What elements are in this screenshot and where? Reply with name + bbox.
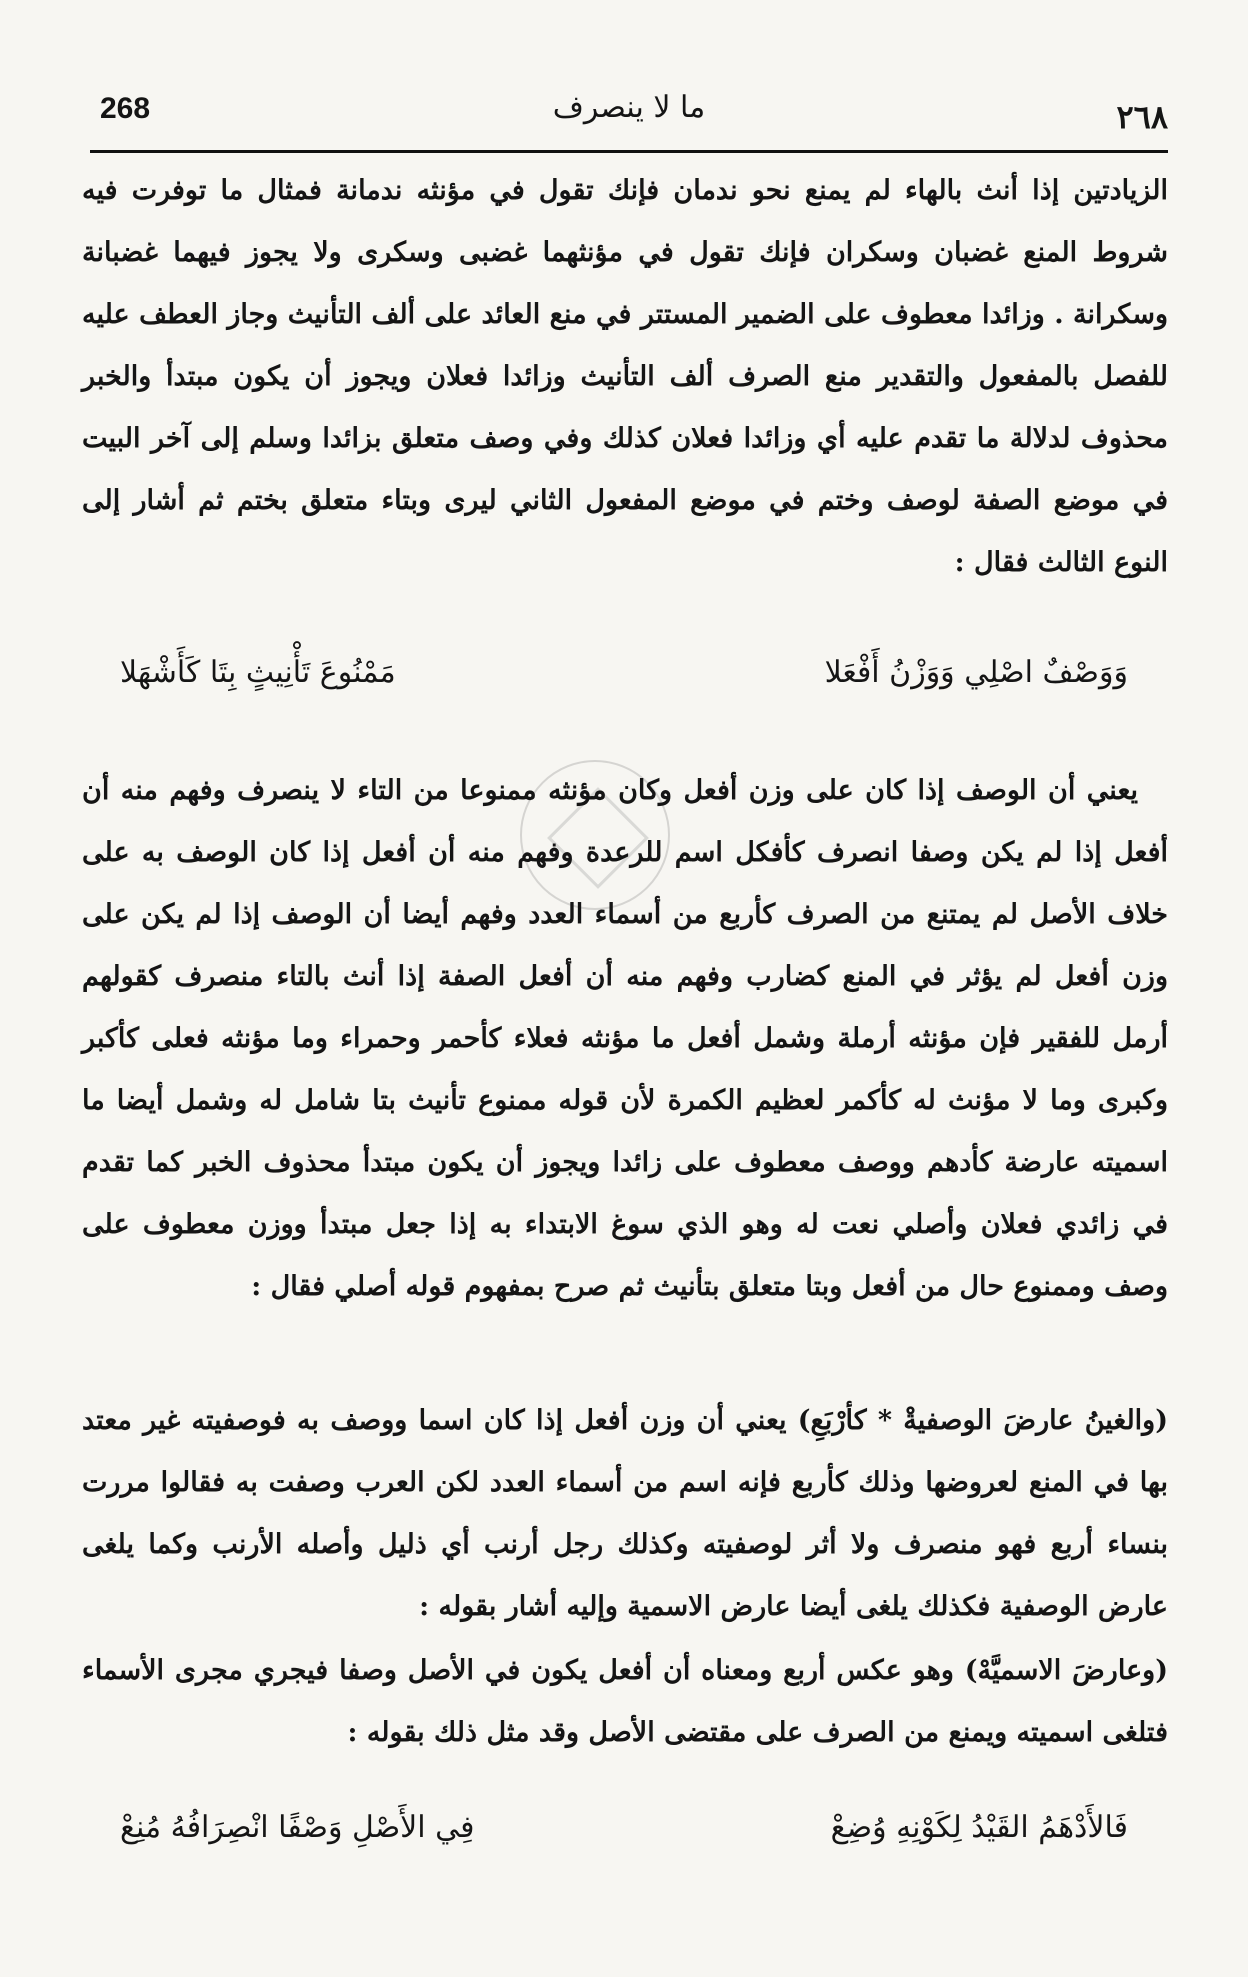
verse-2-second-hemistich: فِي الأَصْلِ وَصْفًا انْصِرَافُهُ مُنِعْ — [120, 1810, 475, 1845]
verse-1-first-hemistich: وَوَصْفٌ اصْلِي وَوَزْنُ أَفْعَلا — [824, 655, 1128, 690]
paragraph-text: (وعارضَ الاسميَّهْ) وهو عكس أربع ومعناه أن أفعل يكون في الأصل وصفا فيجري مجرى الأسماء فتلغى اسميته ويمنع من الصرف على مقتضى الأصل وقد مثل ذلك بقوله : — [82, 1655, 1168, 1748]
paragraph-text: يعني أن الوصف إذا كان على وزن أفعل وكان مؤنثه ممنوعا من التاء لا ينصرف وفهم منه أن أفعل إذا لم يكن وصفا انصرف كأفكل اسم للرعدة وفهم منه أن أفعل إذا كان الوصف به على خلاف الأصل لم يمتنع من الصرف كأربع من أسماء العدد وفهم أيضا أن الوصف إذا لم يكن على وزن أفعل لم يؤثر في المنع كضارب وفهم منه أن أفعل الصفة إذا أنث بالتاء منصرف كقولهم أرمل للفقير فإن مؤنثه أرملة وشمل أفعل ما مؤنثه فعلاء كأحمر وحمراء وما مؤنثه فعلى كأكبر وكبرى وما لا مؤنث له كأكمر لعظيم الكمرة لأن قوله ممنوع تأنيث بتا شامل له وشمل أيضا ما اسميته عارضة كأدهم ووصف معطوف على زائدا ويجوز أن يكون مبتدأ محذوف الخبر كما تقدم في زائدي فعلان وأصلي نعت له وهو الذي سوغ الابتداء به إذا جعل مبتدأ ووزن معطوف على وصف وممنوع حال من أفعل وبتا متعلق بتأنيث ثم صرح بمفهوم قوله أصلي فقال : — [82, 775, 1168, 1302]
paragraph-text: الزيادتين إذا أنث بالهاء لم يمنع نحو ندمان فإنك تقول في مؤنثه ندمانة فمثال ما توفرت فيه شروط المنع غضبان وسكران فإنك تقول في مؤنثهما غضبى وسكرى ولا يجوز فيهما غضبانة وسكرانة . وزائدا معطوف على الضمير المستتر في منع العائد على ألف التأنيث وجاز العطف عليه للفصل بالمفعول والتقدير منع الصرف ألف التأنيث وزائدا فعلان ويجوز أن يكون مبتدأ والخبر محذوف لدلالة ما تقدم عليه أي وزائدا فعلان كذلك وفي وصف متعلق بزائدا وسلم إلى آخر البيت في موضع الصفة لوصف وختم في موضع المفعول الثاني ليرى وبتاء متعلق بختم ثم أشار إلى النوع الثالث فقال : — [82, 175, 1168, 578]
running-title: ما لا ينصرف — [552, 90, 706, 125]
page-number-arabic: ٢٦٨ — [1116, 98, 1168, 136]
page-header — [90, 88, 1168, 136]
verse-1-second-hemistich: مَمْنُوعَ تَأْنِيثٍ بِتَا كَأَشْهَلا — [120, 655, 396, 690]
verse-2-first-hemistich: فَالأَدْهَمُ القَيْدُ لِكَوْنِهِ وُضِعْ — [830, 1810, 1128, 1845]
page-number-latin: 268 — [100, 92, 151, 125]
paragraph-4 — [82, 1640, 1168, 1764]
paragraph-text: (والغينُ عارضَ الوصفيةْ * كأرْبَعِ) يعني أن وزن أفعل إذا كان اسما ووصف به فوصفيته غير معتد بها في المنع لعروضها وذلك كأربع فإنه اسم من أسماء العدد لكن العرب وصفت به فقالوا مررت بنساء أربع فهو منصرف ولا أثر لوصفيته وكذلك رجل أرنب أي ذليل وأصله الأرنب وكما يلغى عارض الوصفية فكذلك يلغى أيضا عارض الاسمية وإليه أشار بقوله : — [82, 1405, 1168, 1622]
paragraph-1 — [82, 160, 1168, 594]
paragraph-3 — [82, 1390, 1168, 1638]
paragraph-2 — [82, 760, 1168, 1318]
verse-2 — [120, 1810, 1128, 1870]
header-rule — [90, 150, 1168, 153]
verse-1 — [120, 655, 1128, 715]
